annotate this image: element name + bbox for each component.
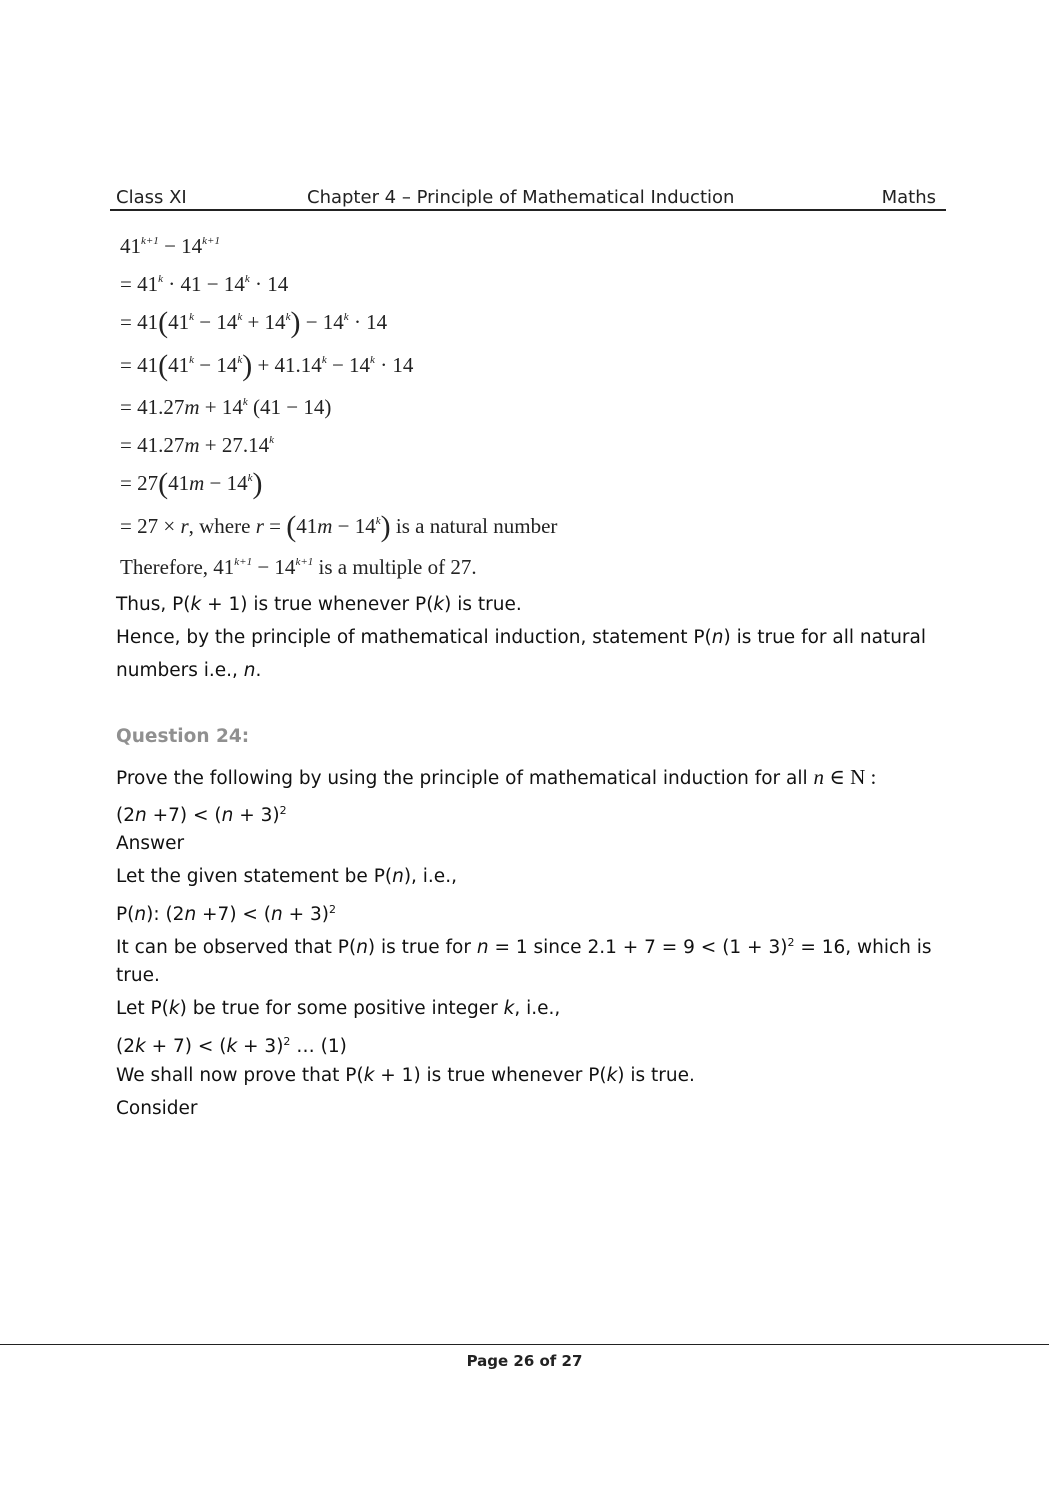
- header-class: Class XI: [116, 187, 187, 208]
- math-line-8: = 27 × r, where $r = (41m - 14^k)$ is a natural number: [120, 510, 558, 543]
- footer-divider: [0, 1344, 1049, 1345]
- math-line-1: $41^{k+1} - 14^{k+1}$: [120, 234, 220, 258]
- math-line-4: = $41(41^k - 14^k) + 41.14^k - 14^k \cdot 14$: [120, 349, 414, 382]
- math-line-7: = $27(41m - 14^k)$: [120, 467, 263, 500]
- consider-line: Consider: [116, 1098, 198, 1119]
- observed-line: It can be observed that P(n) is true for n = 1 since $2.1 + 7 = 9 < (1 + 3)^2 = 16$, which is: [116, 936, 932, 958]
- numbers-line: numbers i.e., n.: [116, 660, 262, 681]
- pk-statement-line: $(2k + 7) < (k + 3)^2$ … (1): [116, 1035, 347, 1057]
- page-header: [110, 185, 946, 211]
- page-number: Page 26 of 27: [466, 1352, 583, 1370]
- let-given-line: Let the given statement be P(n), i.e.,: [116, 866, 457, 887]
- prove-line: Prove the following by using the principle of mathematical induction for all n ∈ N :: [116, 765, 877, 789]
- let-pk-line: Let P(k) be true for some positive integer k, i.e.,: [116, 998, 561, 1019]
- answer-label: Answer: [116, 833, 185, 854]
- math-line-5: = $41.27m + 14^k$ (41 − 14): [120, 395, 332, 419]
- header-subject: Maths: [881, 187, 936, 208]
- header-chapter: Chapter 4 – Principle of Mathematical Induction: [307, 187, 735, 208]
- math-line-3: = $41(41^k - 14^k + 14^k) - 14^k \cdot 14$: [120, 306, 388, 339]
- math-line-9: Therefore, $41^{k+1} - 14^{k+1}$ is a multiple of 27.: [120, 555, 477, 579]
- true-line: true.: [116, 965, 160, 986]
- question-heading: Question 24:: [116, 726, 250, 747]
- math-line-6: = $41.27m + 27.14^k$: [120, 433, 274, 457]
- statement-line: $(2n +7) < (n + 3)^2$: [116, 804, 287, 826]
- pn-line: P(n): $(2n +7) < (n + 3)^2$: [116, 903, 337, 925]
- we-shall-line: We shall now prove that P(k + 1) is true whenever P(k) is true.: [116, 1065, 695, 1086]
- math-line-2: = $41^k \cdot 41 - 14^k \cdot 14$: [120, 272, 289, 296]
- thus-line: Thus, P(k + 1) is true whenever P(k) is true.: [116, 594, 522, 615]
- hence-line: Hence, by the principle of mathematical induction, statement P(n) is true for all natural: [116, 627, 927, 648]
